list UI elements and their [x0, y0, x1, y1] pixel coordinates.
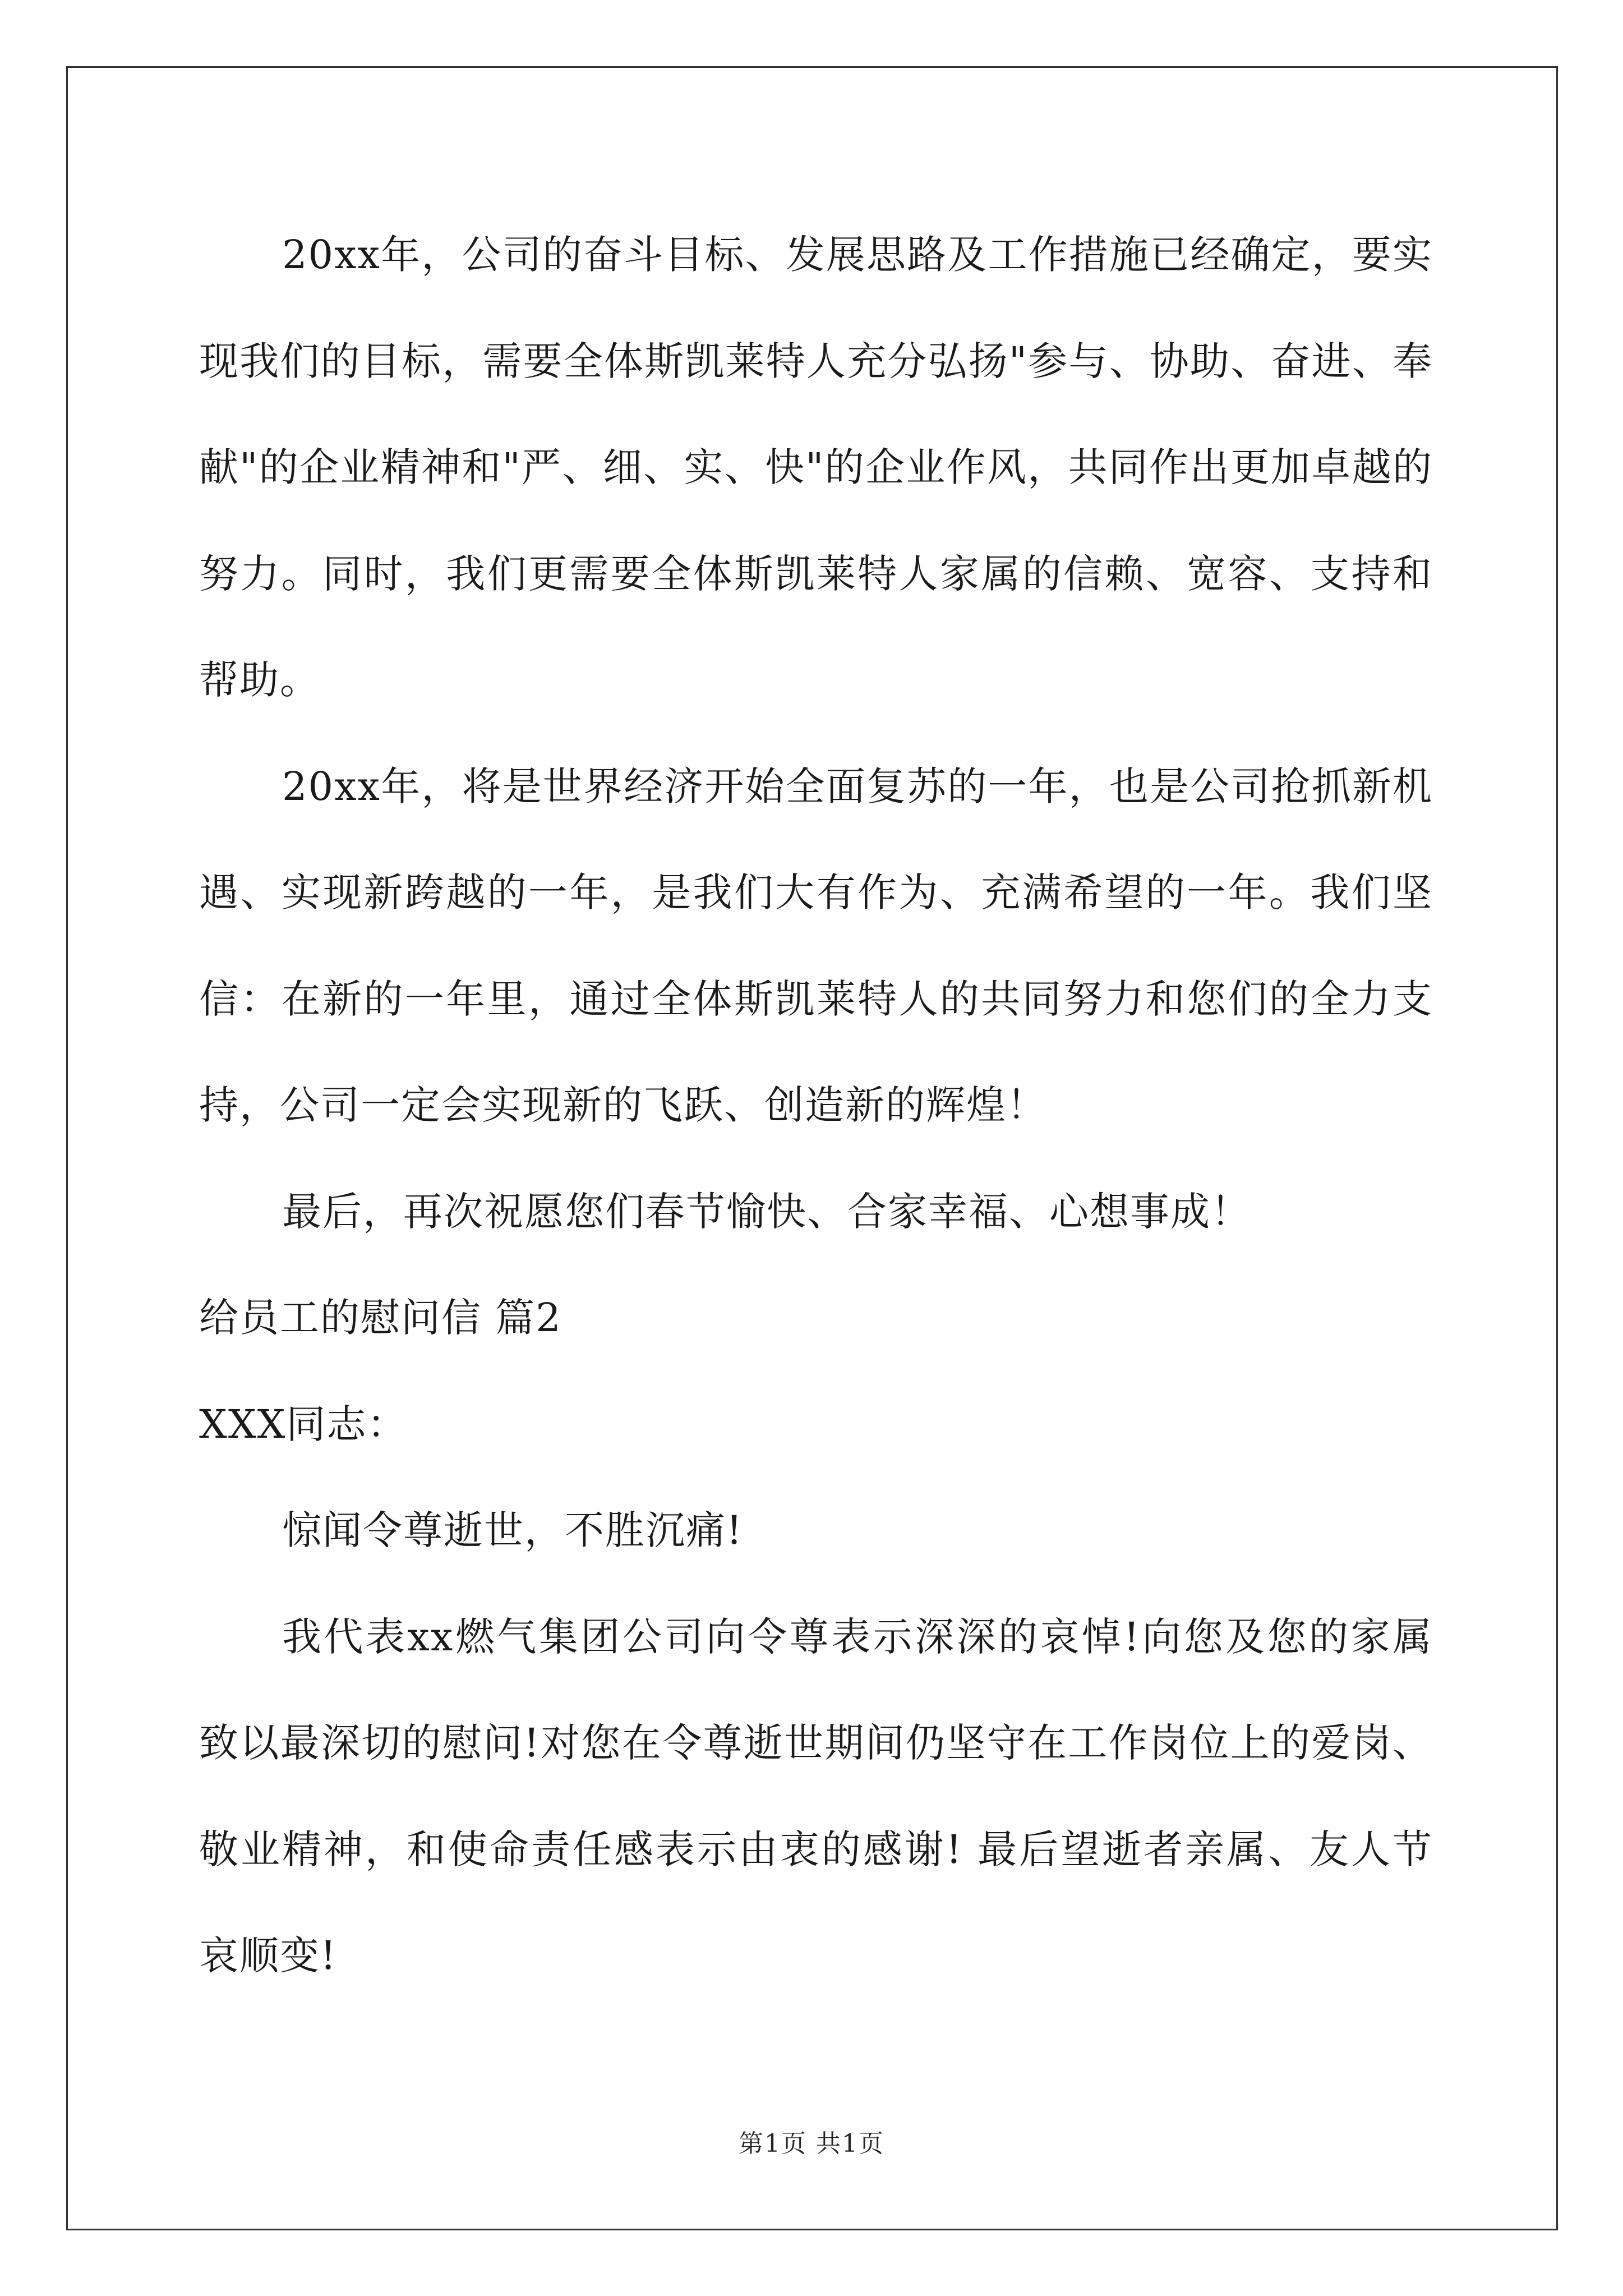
paragraph-outlook: 20xx年，将是世界经济开始全面复苏的一年，也是公司抢抓新机遇、实现新跨越的一年，是我们大有作为、充满希望的一年。我们坚信：在新的一年里，通过全体斯凯莱特人的共同努力和您们的全力支持，公司一定会实现新的飞跃、创造新的辉煌！	[199, 763, 1433, 1128]
paragraph-sympathy: 我代表xx燃气集团公司向令尊表示深深的哀悼!向您及您的家属致以最深切的慰问!对您在令尊逝世期间仍坚守在工作岗位上的爱岗、敬业精神，和使命责任感表示由衷的感谢! 最后望逝者亲属、友人节哀顺变!	[199, 1613, 1433, 1978]
page-footer: 第1页 共1页	[739, 2129, 884, 2158]
section-heading: 给员工的慰问信 篇2	[199, 1295, 562, 1341]
paragraph-wishes: 最后，再次祝愿您们春节愉快、合家幸福、心想事成！	[282, 1188, 1251, 1235]
paragraph-condolence: 惊闻令尊逝世，不胜沉痛!	[282, 1507, 744, 1553]
paragraph-goals: 20xx年，公司的奋斗目标、发展思路及工作措施已经确定，要实现我们的目标，需要全体斯凯莱特人充分弘扬"参与、协助、奋进、奉献"的企业精神和"严、细、实、快"的企业作风，共同作出更加卓越的努力。同时，我们更需要全体斯凯莱特人家属的信赖、宽容、支持和帮助。	[199, 232, 1433, 703]
document-body	[199, 202, 1433, 2009]
salutation: XXX同志：	[199, 1401, 408, 1447]
